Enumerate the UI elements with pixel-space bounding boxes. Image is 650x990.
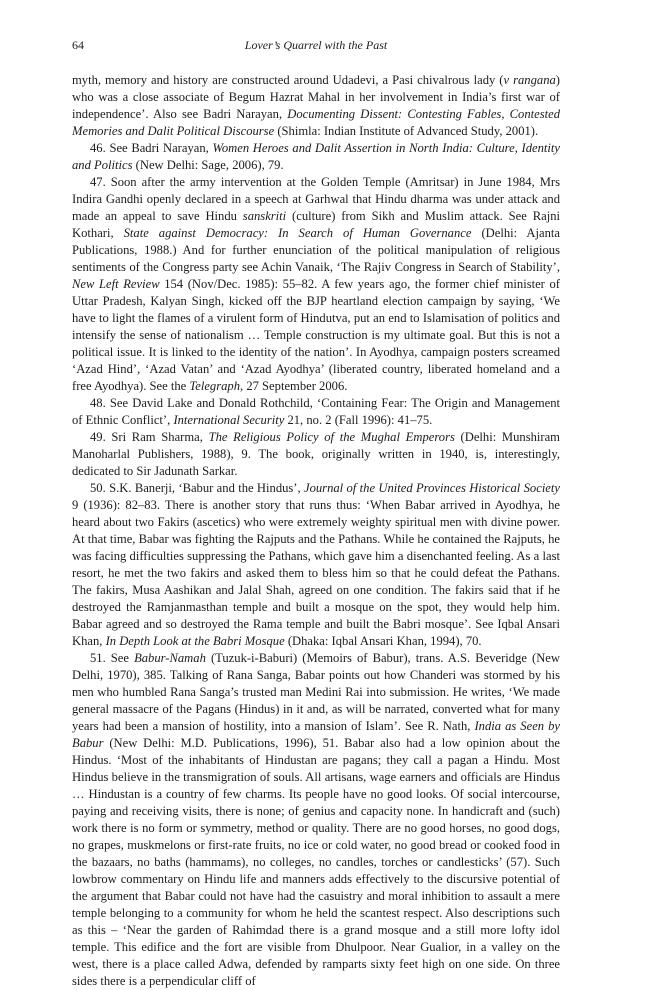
note-text: 50. S.K. Banerji, ‘Babur and the Hindus’, (90, 481, 304, 495)
note-text: 46. See Badri Narayan, (90, 141, 213, 155)
italic-title: International Security (173, 413, 285, 427)
note-text: ) who was a close associate of Begum Hazrat Mahal in her involvement in India’s first war of independence’. Also see Badri Narayan, (72, 73, 560, 121)
endnotes-body (72, 72, 560, 990)
italic-title: State against Democracy: In Search of Human Governance (123, 226, 472, 240)
italic-title: The Religious Policy of the Mughal Emperors (208, 430, 455, 444)
page-header (72, 38, 560, 58)
note-text: 49. Sri Ram Sharma, (90, 430, 209, 444)
endnote-48 (72, 395, 560, 429)
italic-title: India as Seen by Babur (72, 719, 560, 750)
italic-title: Babur-Namah (134, 651, 206, 665)
note-text: 47. Soon after the army intervention at the Golden Temple (Amritsar) in June 1984, Mrs Indira Gandhi openly declared in a speech at Garhwal that Hindu dharma was under attack and made an appeal to save Hindu (72, 175, 560, 223)
endnote-47 (72, 174, 560, 395)
note-text: 154 (Nov/Dec. 1985): 55–82. A few years ago, the former chief minister of Uttar Pradesh, Kalyan Singh, kicked off the BJP heartland election campaign by saying, ‘We have to light the flames of a virulent form of Hindutva, put an end to Islamisation of politics and intensify the sense of nationalism … Temple construction is my ultimate goal. But this is not a political issue. It is linked to the identity of the nation’. In Ayodhya, campaign posters screamed ‘Azad Hind’, ‘Azad Vatan’ and ‘Azad Ayodhya’ (liberated country, liberated homeland and a free Ayodhya). See the (72, 277, 560, 393)
italic-title: sanskriti (242, 209, 287, 223)
endnote-50 (72, 480, 560, 650)
note-text: (Delhi: Ajanta Publications, 1988.) And for further enunciation of the political manipulation of religious sentiments of the Congress party see Achin Vanaik, ‘The Rajiv Congress in Search of Stability’, (72, 226, 560, 274)
note-text: 51. See (90, 651, 135, 665)
italic-title: New Left Review (72, 277, 160, 291)
note-text: (Dhaka: Iqbal Ansari Khan, 1994), 70. (284, 634, 482, 648)
running-title: Lover’s Quarrel with the Past (244, 38, 388, 52)
note-text: (New Delhi: M.D. Publications, 1996), 51. Babar also had a low opinion about the Hindus. ‘Most of the inhabitants of Hindustan are pagans; they call a pagan a Hindu. Most Hindus believe in the transmigration of souls. All artisans, wage earners and officials are Hindus … Hindustan is a country of few charms. Its people have no good looks. Of social intercourse, paying and receiving visits, there is none; of genius and capacity none. In handicraft and (such) work there is no form or symmetry, method or quality. There are no good horses, no good dogs, no grapes, muskmelons or first-rate fruits, no ice or cold water, no good bread or cooked food in the bazaars, no baths (hammams), no colleges, no candles, torches or candlesticks’ (57). Such lowbrow commentary on Hindu life and manners adds effectively to the discursive potential of the argument that Babar could not have had the casuistry and moral inhibition to assault a mere temple belonging to a community for whom he held the scantest respect. Also descriptions such as this – ‘Near the garden of Rahimdad there is a grand mosque and a still more lofty idol temple. This edifice and the fort are visible from Dhulpoor. Near Gualior, in a valley on the west, there is a place called Adwa, defended by ramparts sixty feet high on one side. On three sides there is a perpendicular cliff of (72, 736, 560, 988)
book-page (72, 38, 560, 990)
italic-title: Documenting Dissent: Contesting Fables, Contested Memories and Dalit Political Discourse (72, 107, 560, 138)
note-text: (Delhi: Munshiram Manoharlal Publishers, 1988), 9. The book, originally written in 1940, is, interestingly, dedicated to Sir Jadunath Sarkar. (72, 430, 560, 478)
note-text: (New Delhi: Sage, 2006), 79. (132, 158, 284, 172)
note-text: myth, memory and history are constructed around Udadevi, a Pasi chivalrous lady ( (72, 73, 504, 87)
note-text: 21, no. 2 (Fall 1996): 41–75. (284, 413, 433, 427)
italic-title: In Depth Look at the Babri Mosque (105, 634, 285, 648)
italic-title: Women Heroes and Dalit Assertion in North India: Culture, Identity and Politics (72, 141, 560, 172)
italic-title: Telegraph (189, 379, 241, 393)
note-text: , 27 September 2006. (240, 379, 348, 393)
italic-title: Journal of the United Provinces Historical Society (304, 481, 560, 495)
italic-title: v rangana (503, 73, 556, 87)
note-continuation (72, 72, 560, 140)
endnote-51 (72, 650, 560, 990)
endnote-49 (72, 429, 560, 480)
note-text: (Tuzuk-i-Baburi) (Memoirs of Babur), trans. A.S. Beveridge (New Delhi, 1970), 385. Talking of Rana Sanga, Babar points out how Chanderi was stormed by his men who humbled Rana Sanga’s trusted man Medini Rai into submission. He writes, ‘We made general massacre of the Pagans (Hindus) in it and, as will be narrated, converted what for many years had been a mansion of hostility, into a mansion of Islam’. See R. Nath, (72, 651, 560, 733)
note-text: (culture) from Sikh and Muslim attack. See Rajni Kothari, (72, 209, 560, 240)
note-text: (Shimla: Indian Institute of Advanced Study, 2001). (274, 124, 539, 138)
note-text: 9 (1936): 82–83. There is another story that runs thus: ‘When Babar arrived in Ayodhya, he heard about two Fakirs (ascetics) who were extremely weighty spiritual men with divine power. At that time, Babar was fighting the Rajputs and the Pathans. While he contained the Rajputs, he was facing difficulties suppressing the Pathans, which gave him a disenchanted feeling. As a last resort, he met the two fakirs and asked them to bless him so that he could defeat the Pathans. The fakirs, Musa Aashikan and Jalal Shah, agreed on one condition. The fakirs said that if he destroyed the Ramjanmasthan temple and built a mosque on the spot, they would help him. Babar agreed and so destroyed the Rama temple and built the Babri mosque’. See Iqbal Ansari Khan, (72, 498, 560, 648)
endnote-46 (72, 140, 560, 174)
page-number: 64 (72, 38, 84, 52)
note-text: 48. See David Lake and Donald Rothchild, ‘Containing Fear: The Origin and Management of Ethnic Conflict’, (72, 396, 560, 427)
